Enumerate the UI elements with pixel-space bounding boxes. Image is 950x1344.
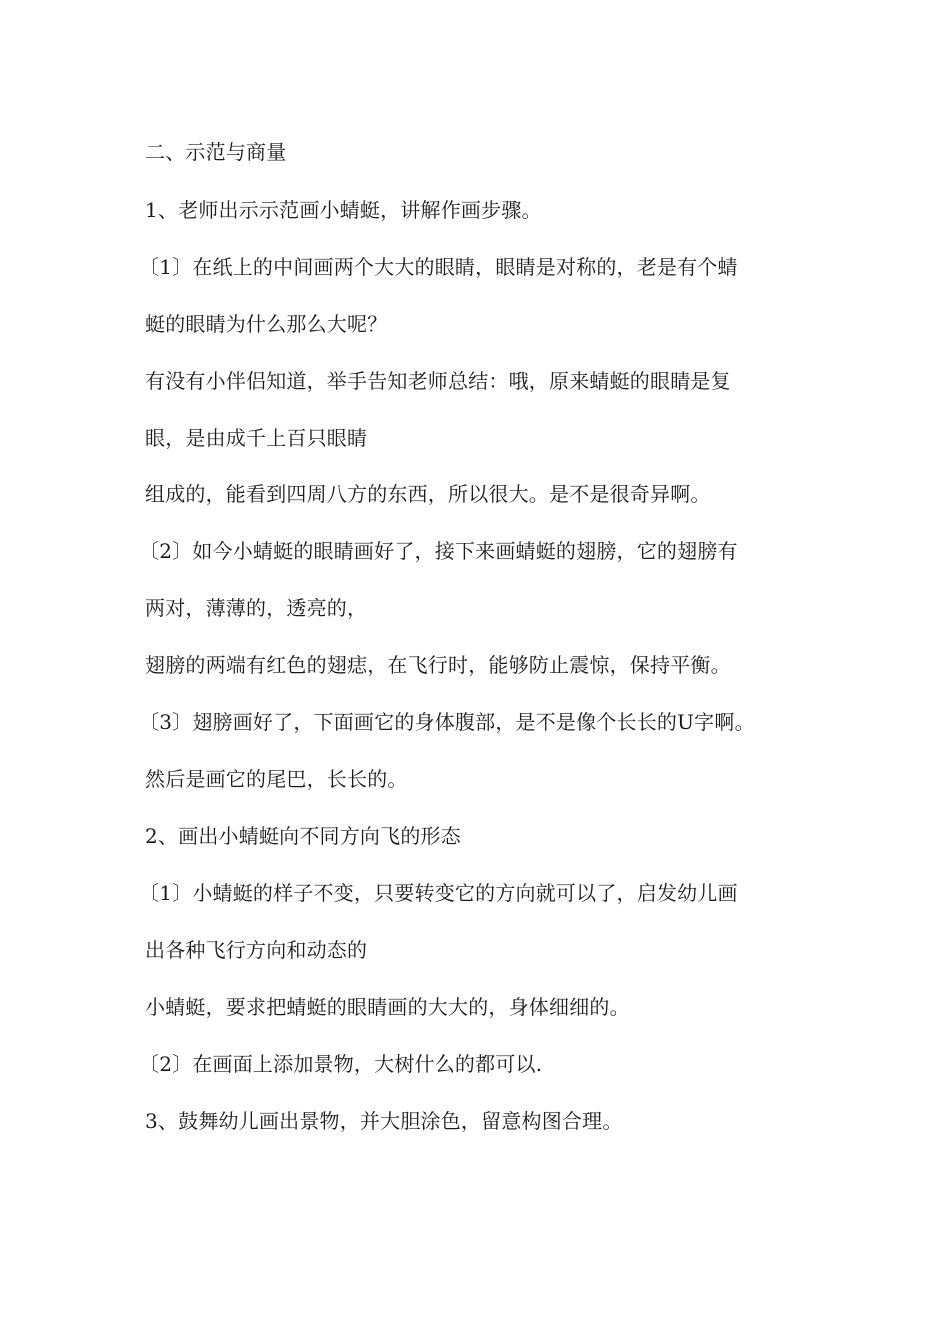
paragraph-line: 〔3〕翅膀画好了，下面画它的身体腹部，是不是像个长长的U字啊。 xyxy=(139,710,755,734)
paragraph-line: 出各种飞行方向和动态的 xyxy=(145,938,368,962)
paragraph-line: 蜓的眼睛为什么那么大呢？ xyxy=(145,312,388,336)
paragraph-line: 翅膀的两端有红色的翅痣，在飞行时，能够防止震惊，保持平衡。 xyxy=(145,653,731,677)
section-heading: 3、鼓舞幼儿画出景物，并大胆涂色，留意构图合理。 xyxy=(145,1109,623,1133)
paragraph-line: 眼，是由成千上百只眼睛 xyxy=(145,426,368,450)
paragraph-line: 〔2〕在画面上添加景物，大树什么的都可以. xyxy=(139,1052,543,1076)
paragraph-line: 〔1〕在纸上的中间画两个大大的眼睛，眼睛是对称的，老是有个蜻 xyxy=(139,255,738,279)
section-heading: 2、画出小蜻蜓向不同方向飞的形态 xyxy=(145,824,461,848)
paragraph-line: 有没有小伴侣知道，举手告知老师总结：哦，原来蜻蜓的眼睛是复 xyxy=(145,369,731,393)
paragraph-line: 1、老师出示示范画小蜻蜓，讲解作画步骤。 xyxy=(145,198,542,222)
paragraph-line: 组成的，能看到四周八方的东西，所以很大。是不是很奇异啊。 xyxy=(145,482,711,506)
paragraph-line: 〔2〕如今小蜻蜓的眼睛画好了，接下来画蜻蜓的翅膀，它的翅膀有 xyxy=(139,539,738,563)
section-heading: 二、示范与商量 xyxy=(145,140,287,164)
paragraph-line: 〔1〕小蜻蜓的样子不变，只要转变它的方向就可以了，启发幼儿画 xyxy=(139,881,738,905)
paragraph-line: 然后是画它的尾巴，长长的。 xyxy=(145,767,408,791)
paragraph-line: 小蜻蜓，要求把蜻蜓的眼睛画的大大的，身体细细的。 xyxy=(145,995,630,1019)
paragraph-line: 两对，薄薄的，透亮的， xyxy=(145,596,368,620)
